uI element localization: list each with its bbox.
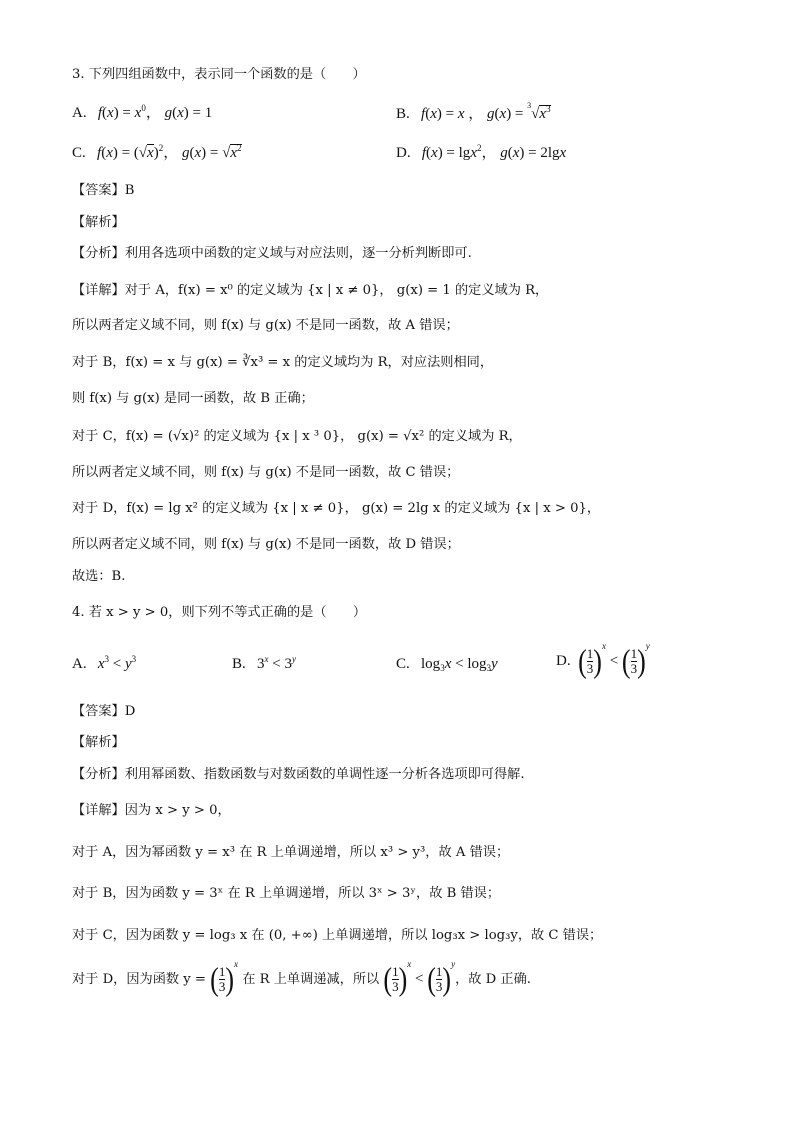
q3-detail-line-5: 对于 C，f(x) = (√x)² 的定义域为 {x | x ³ 0}， g(x) = √x² 的定义域为 R，	[72, 429, 522, 444]
q3-option-d: D. f(x) = lgx$^2$， g(x) = 2lgx	[396, 143, 567, 161]
q4-detail-line-3: 对于 B，因为函数 y = 3ˣ 在 R 上单调递增，所以 3ˣ > 3ʸ，故 B 错误；	[72, 886, 501, 901]
q3-option-b: B. f(x) = x ， $g(x) = ^3√x^3$	[396, 101, 551, 122]
q4-option-b: B. $3^x < 3^y$	[232, 654, 296, 672]
q3-detail-line-2: 所以两者定义域不同，则 f(x) 与 g(x) 不是同一函数，故 A 错误；	[72, 318, 459, 333]
q4-option-c: C. $\log_3x < \log_3y$	[396, 656, 498, 673]
q4-stem: 4. 若 x > y > 0，则下列不等式正确的是（ ）	[72, 605, 367, 620]
q3-detail-line-8: 所以两者定义域不同，则 f(x) 与 g(x) 不是同一函数，故 D 错误；	[72, 537, 460, 552]
q3-option-c: C. $f(x) = (√x)^2$， $g(x) = √x^2$	[72, 143, 242, 161]
q3-detail-line-1: 【详解】对于 A，f(x) = x⁰ 的定义域为 {x | x ≠ 0}， g(x) = 1 的定义域为 R，	[72, 283, 549, 298]
q4-option-d: D. ( $\frac{1}{3}$ )$^x$ < ( $\frac{1}{3}$ )$^y$	[556, 641, 650, 680]
q3-detail-line-9: 故选：B.	[72, 569, 126, 584]
q3-analysis-tag: 【解析】	[72, 215, 125, 230]
q4-analysis-tag: 【解析】	[72, 735, 125, 750]
q4-detail-line-2: 对于 A，因为幂函数 y = x³ 在 R 上单调递增，所以 x³ > y³，故 A 错误；	[72, 845, 510, 860]
q4-detail-line-5: 对于 D，因为函数 y = ( $\frac{1}{3}$ )$^x$ 在 R 上单调递减，所以 ( $\frac{1}{3}$ )$^x$ < ( $\frac{1}{3}$ )$^y$，故 D 正确.	[72, 959, 531, 998]
q3-answer: 【答案】B	[72, 183, 135, 198]
q4-answer: 【答案】D	[72, 704, 136, 719]
q3-detail-line-3: 对于 B，f(x) = x 与 g(x) = ∛x³ = x 的定义域均为 R，对应法则相同，	[72, 355, 494, 370]
q3-detail-line-6: 所以两者定义域不同，则 f(x) 与 g(x) 不是同一函数，故 C 错误；	[72, 465, 460, 480]
q4-fenxi: 【分析】利用幂函数、指数函数与对数函数的单调性逐一分析各选项即可得解.	[72, 767, 525, 782]
q4-detail-line-1: 【详解】因为 x > y > 0，	[72, 803, 231, 818]
q4-detail-line-4: 对于 C，因为函数 y = log₃ x 在 (0, +∞) 上单调递增，所以 log₃x > log₃y，故 C 错误；	[72, 928, 603, 943]
q3-fenxi: 【分析】利用各选项中函数的定义域与对应法则，逐一分析判断即可.	[72, 246, 472, 261]
q3-detail-line-7: 对于 D，f(x) = lg x² 的定义域为 {x | x ≠ 0}， g(x) = 2lg x 的定义域为 {x | x > 0}，	[72, 501, 601, 516]
q3-stem: 3. 下列四组函数中，表示同一个函数的是（ ）	[72, 67, 366, 82]
q3-detail-line-4: 则 f(x) 与 g(x) 是同一函数，故 B 正确；	[72, 391, 314, 406]
q4-option-a: A. $x^3 < y^3$	[72, 654, 137, 672]
q3-option-a: A. $f(x) = x^0$， g(x) = 1	[72, 103, 213, 121]
